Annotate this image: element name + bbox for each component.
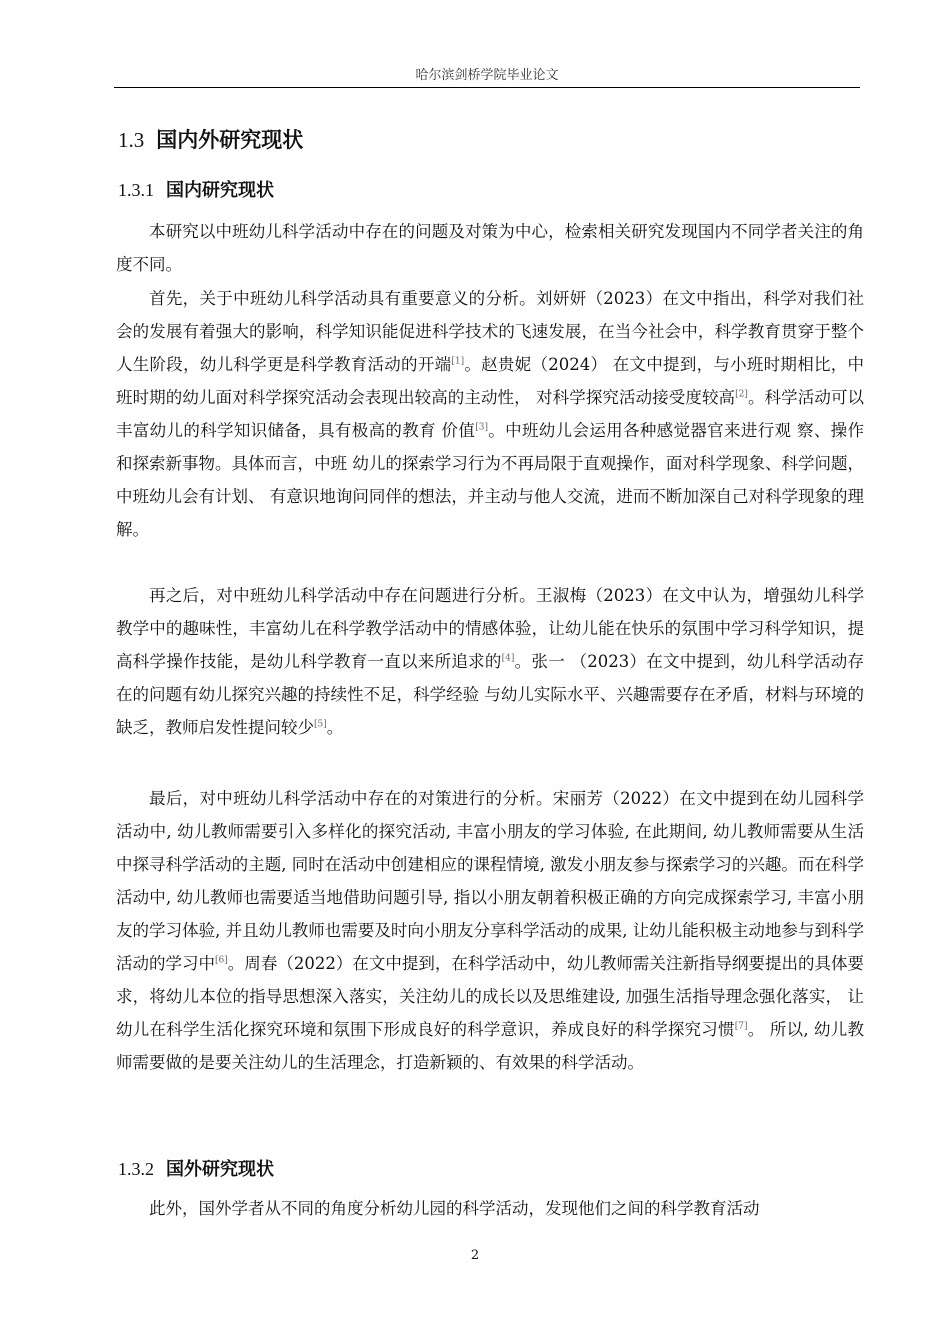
- paragraph-text: 。 所以, 幼儿教师需要做的是要关注幼儿的生活理念，打造新颖的、有效果的科学活动。: [116, 1020, 864, 1072]
- paragraph-text: 。周春（2022）在文中提到，在科学活动中，幼儿教师需关注新指导纲要提出的具体要求，将幼儿本位的指导思想深入落实，关注幼儿的成长以及思维建设, 加强生活指导理念强化落实， 让幼儿在科学生活化探究环境和氛围下形成良好的科学意识，养成良好的科学探究习惯: [116, 954, 865, 1039]
- citation-ref: [1]: [451, 356, 465, 367]
- running-header: 哈尔滨剑桥学院毕业论文: [415, 68, 559, 83]
- paragraph-foreign: 此外，国外学者从不同的角度分析幼儿园的科学活动，发现他们之间的科学教育活动: [149, 1199, 760, 1218]
- paragraph-significance: [116, 282, 864, 546]
- section-heading: [118, 124, 303, 154]
- subsection-number: 1.3.1: [118, 180, 154, 200]
- paragraph-intro: 本研究以中班幼儿科学活动中存在的问题及对策为中心，检索相关研究发现国内不同学者关注的角度不同。: [116, 222, 864, 274]
- paragraph-text: 。科学活动可以丰富幼儿的科学知识储备，具有极高的教育 价值: [116, 388, 864, 440]
- section-number: 1.3: [118, 128, 145, 152]
- subsection-heading-foreign: [118, 1155, 274, 1181]
- section-title: 国内外研究现状: [156, 127, 304, 152]
- paragraph-text: 。赵贵妮（2024） 在文中提到，与小班时期相比，中班时期的幼儿面对科学探究活动会表现出较高的主动性， 对科学探究活动接受度较高: [116, 355, 864, 407]
- citation-ref: [6]: [215, 955, 228, 966]
- paragraph-text: 最后，对中班幼儿科学活动中存在的对策进行的分析。宋丽芳（2022）在文中提到在幼儿园科学活动中, 幼儿教师需要引入多样化的探究活动, 丰富小朋友的学习体验, 在此期间, 幼儿教师需要从生活中探寻科学活动的主题, 同时在活动中创建相应的课程情境, 激发小朋友参与探索学习的兴趣。而在科学活动中, 幼儿教师也需要适当地借助问题引导, 指以小朋友朝着积极正确的方向完成探索学习, 丰富小朋友的学习体验, 并且幼儿教师也需要及时向小朋友分享科学活动的成果, 让幼儿能积极主动地参与到科学活动的学习中: [116, 789, 864, 973]
- paragraph-text: 。中班幼儿会运用各种感觉器官来进行观 察、操作和探索新事物。具体而言，中班 幼儿的探索学习行为不再局限于直观操作，面对科学现象、科学问题，中班幼儿会有计划、 有意识地询问同伴的想法，并主动与他人交流，进而不断加深自己对科学现象的理解。: [116, 421, 864, 539]
- citation-ref: [3]: [475, 422, 488, 433]
- subsection-title: 国外研究现状: [166, 1159, 274, 1180]
- page-number: 2: [470, 1248, 480, 1263]
- citation-ref: [2]: [735, 389, 748, 400]
- subsection-number: 1.3.2: [118, 1159, 154, 1179]
- header-rule: [114, 87, 860, 88]
- subsection-heading-domestic: [118, 176, 274, 202]
- paragraph-text: 。: [326, 718, 344, 737]
- paragraph-text: 。张一 （2023）在文中提到，幼儿科学活动存在的问题有幼儿探究兴趣的持续性不足，科学经验 与幼儿实际水平、兴趣需要存在矛盾，材料与环境的缺乏，教师启发性提问较少: [116, 652, 864, 737]
- citation-ref: [4]: [501, 653, 515, 664]
- paragraph-strategies: [116, 782, 864, 1079]
- subsection-title: 国内研究现状: [166, 180, 274, 201]
- paragraph-text: 再之后，对中班幼儿科学活动中存在问题进行分析。王淑梅（2023）在文中认为，增强幼儿科学教学中的趣味性，丰富幼儿在科学教学活动中的情感体验，让幼儿能在快乐的氛围中学习科学知识，提高科学操作技能，是幼儿科学教育一直以来所追求的: [116, 586, 864, 671]
- paragraph-problems: [116, 579, 864, 744]
- paragraph-text: 首先，关于中班幼儿科学活动具有重要意义的分析。刘妍妍（2023）在文中指出，科学对我们社会的发展有着强大的影响，科学知识能促进科学技术的飞速发展，在当今社会中，科学教育贯穿于整个人生阶段，幼儿科学更是科学教育活动的开端: [116, 289, 864, 374]
- citation-ref: [7]: [734, 1021, 748, 1032]
- citation-ref: [5]: [314, 719, 327, 730]
